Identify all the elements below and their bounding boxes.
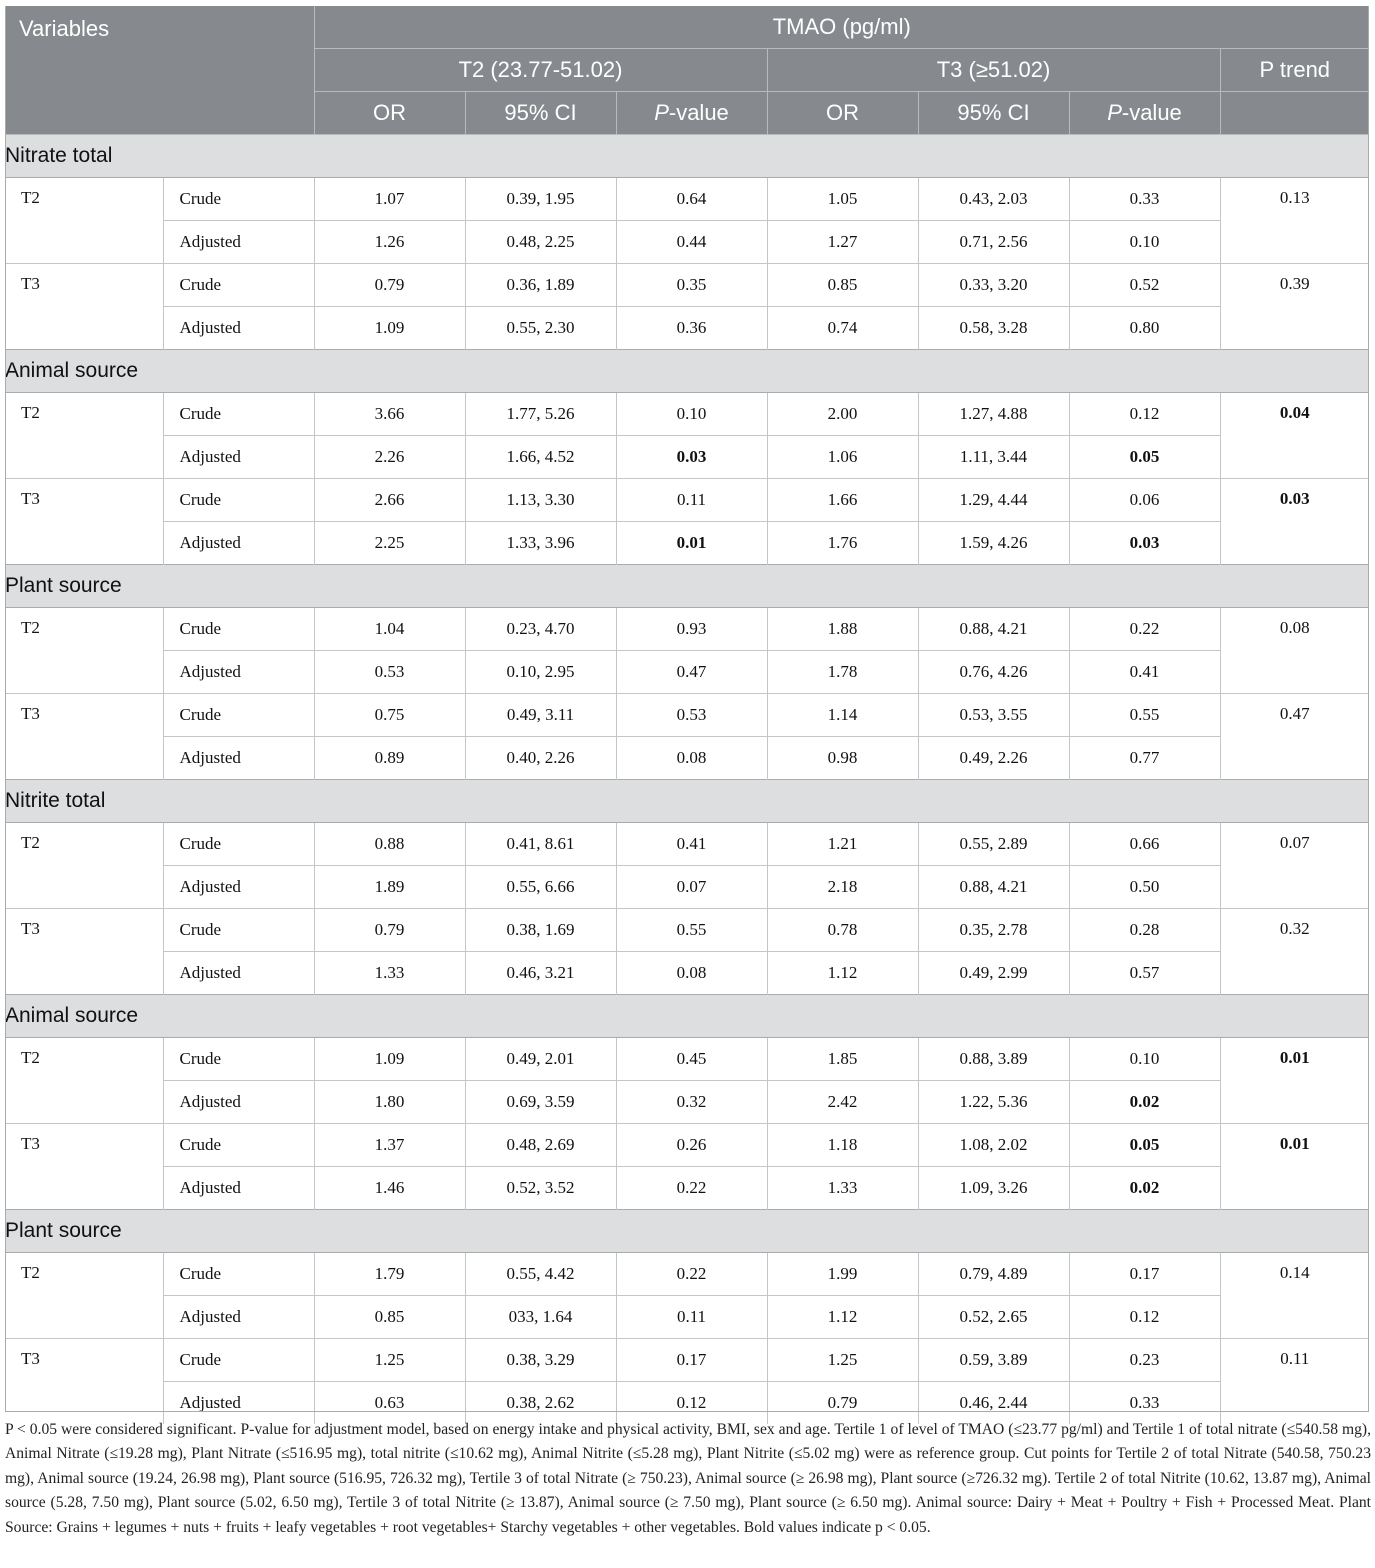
or-t2-cell: 2.26 <box>314 436 465 479</box>
table-row <box>5 264 1369 307</box>
p-trend-cell: 0.08 <box>1220 608 1369 694</box>
model-label: Adjusted <box>163 1167 314 1210</box>
ci-t3-cell: 0.88, 3.89 <box>918 1038 1069 1081</box>
or-t2-cell: 1.46 <box>314 1167 465 1210</box>
pvalue-t2-cell: 0.55 <box>616 909 767 952</box>
ci-t2-cell: 0.38, 2.62 <box>465 1382 616 1425</box>
header-t2: T2 (23.77-51.02) <box>314 49 767 92</box>
model-label: Adjusted <box>163 952 314 995</box>
table-header <box>5 6 1369 135</box>
ci-t3-cell: 0.53, 3.55 <box>918 694 1069 737</box>
tertile-label: T3 <box>5 909 163 995</box>
table-row <box>5 866 1369 909</box>
pvalue-t3-cell: 0.28 <box>1069 909 1220 952</box>
section-row <box>5 1210 1369 1253</box>
or-t3-cell: 0.74 <box>767 307 918 350</box>
pvalue-t2-cell: 0.01 <box>616 522 767 565</box>
header-empty <box>1220 92 1369 135</box>
tertile-label: T3 <box>5 264 163 350</box>
p-trend-cell: 0.04 <box>1220 393 1369 479</box>
pvalue-t3-cell: 0.10 <box>1069 221 1220 264</box>
header-pvalue-t3 <box>1069 92 1220 135</box>
model-label: Adjusted <box>163 866 314 909</box>
table-row <box>5 1253 1369 1296</box>
pvalue-t3-cell: 0.41 <box>1069 651 1220 694</box>
table-row <box>5 221 1369 264</box>
pvalue-t2-cell: 0.26 <box>616 1124 767 1167</box>
model-label: Crude <box>163 1038 314 1081</box>
or-t2-cell: 0.89 <box>314 737 465 780</box>
pvalue-t2-cell: 0.93 <box>616 608 767 651</box>
pvalue-t3-cell: 0.02 <box>1069 1167 1220 1210</box>
tertile-label: T3 <box>5 1124 163 1210</box>
pvalue-t3-cell: 0.55 <box>1069 694 1220 737</box>
model-label: Crude <box>163 393 314 436</box>
table-row <box>5 608 1369 651</box>
or-t2-cell: 0.88 <box>314 823 465 866</box>
header-p-suffix: -value <box>668 100 729 125</box>
ci-t3-cell: 0.35, 2.78 <box>918 909 1069 952</box>
ci-t3-cell: 0.59, 3.89 <box>918 1339 1069 1382</box>
or-t2-cell: 0.79 <box>314 909 465 952</box>
or-t3-cell: 1.33 <box>767 1167 918 1210</box>
or-t2-cell: 1.26 <box>314 221 465 264</box>
p-trend-cell: 0.03 <box>1220 479 1369 565</box>
pvalue-t3-cell: 0.66 <box>1069 823 1220 866</box>
tertile-label: T2 <box>5 608 163 694</box>
p-trend-cell: 0.14 <box>1220 1253 1369 1339</box>
or-t3-cell: 2.00 <box>767 393 918 436</box>
tertile-label: T2 <box>5 1253 163 1339</box>
or-t3-cell: 1.18 <box>767 1124 918 1167</box>
ci-t2-cell: 0.55, 4.42 <box>465 1253 616 1296</box>
model-label: Adjusted <box>163 1296 314 1339</box>
or-t3-cell: 1.14 <box>767 694 918 737</box>
header-ci-t2: 95% CI <box>465 92 616 135</box>
pvalue-t3-cell: 0.57 <box>1069 952 1220 995</box>
model-label: Crude <box>163 608 314 651</box>
ci-t2-cell: 0.52, 3.52 <box>465 1167 616 1210</box>
or-t2-cell: 1.25 <box>314 1339 465 1382</box>
model-label: Crude <box>163 694 314 737</box>
ci-t3-cell: 0.71, 2.56 <box>918 221 1069 264</box>
table-body <box>5 135 1369 1425</box>
ci-t3-cell: 0.88, 4.21 <box>918 866 1069 909</box>
ci-t2-cell: 0.10, 2.95 <box>465 651 616 694</box>
ci-t3-cell: 0.52, 2.65 <box>918 1296 1069 1339</box>
table-row <box>5 909 1369 952</box>
table-row <box>5 952 1369 995</box>
model-label: Crude <box>163 264 314 307</box>
or-t3-cell: 1.21 <box>767 823 918 866</box>
pvalue-t2-cell: 0.35 <box>616 264 767 307</box>
tertile-label: T3 <box>5 1339 163 1425</box>
or-t2-cell: 1.04 <box>314 608 465 651</box>
ci-t3-cell: 0.43, 2.03 <box>918 178 1069 221</box>
model-label: Adjusted <box>163 522 314 565</box>
model-label: Adjusted <box>163 1081 314 1124</box>
header-pvalue-t2 <box>616 92 767 135</box>
pvalue-t3-cell: 0.50 <box>1069 866 1220 909</box>
pvalue-t2-cell: 0.41 <box>616 823 767 866</box>
pvalue-t2-cell: 0.22 <box>616 1253 767 1296</box>
p-trend-cell: 0.11 <box>1220 1339 1369 1425</box>
or-t3-cell: 2.42 <box>767 1081 918 1124</box>
model-label: Adjusted <box>163 651 314 694</box>
section-row <box>5 995 1369 1038</box>
ci-t3-cell: 1.11, 3.44 <box>918 436 1069 479</box>
pvalue-t3-cell: 0.05 <box>1069 1124 1220 1167</box>
pvalue-t3-cell: 0.80 <box>1069 307 1220 350</box>
ci-t3-cell: 0.49, 2.99 <box>918 952 1069 995</box>
table-row <box>5 393 1369 436</box>
header-tmao: TMAO (pg/ml) <box>314 6 1369 49</box>
pvalue-t2-cell: 0.17 <box>616 1339 767 1382</box>
or-t2-cell: 1.89 <box>314 866 465 909</box>
or-t2-cell: 0.53 <box>314 651 465 694</box>
pvalue-t2-cell: 0.07 <box>616 866 767 909</box>
ci-t2-cell: 0.49, 2.01 <box>465 1038 616 1081</box>
model-label: Crude <box>163 1124 314 1167</box>
tertile-label: T2 <box>5 178 163 264</box>
p-trend-cell: 0.01 <box>1220 1038 1369 1124</box>
p-trend-cell: 0.07 <box>1220 823 1369 909</box>
ci-t3-cell: 0.76, 4.26 <box>918 651 1069 694</box>
pvalue-t3-cell: 0.05 <box>1069 436 1220 479</box>
section-title: Animal source <box>5 350 1369 393</box>
ci-t3-cell: 0.58, 3.28 <box>918 307 1069 350</box>
model-label: Adjusted <box>163 737 314 780</box>
table-row <box>5 1339 1369 1382</box>
ci-t3-cell: 0.88, 4.21 <box>918 608 1069 651</box>
pvalue-t2-cell: 0.11 <box>616 1296 767 1339</box>
header-p-trend: P trend <box>1220 49 1369 92</box>
section-title: Nitrate total <box>5 135 1369 178</box>
or-t2-cell: 0.79 <box>314 264 465 307</box>
model-label: Crude <box>163 178 314 221</box>
header-ci-t3: 95% CI <box>918 92 1069 135</box>
table-row <box>5 1296 1369 1339</box>
pvalue-t2-cell: 0.32 <box>616 1081 767 1124</box>
pvalue-t2-cell: 0.53 <box>616 694 767 737</box>
pvalue-t3-cell: 0.12 <box>1069 1296 1220 1339</box>
table-row <box>5 307 1369 350</box>
tertile-label: T2 <box>5 1038 163 1124</box>
pvalue-t3-cell: 0.33 <box>1069 1382 1220 1425</box>
pvalue-t2-cell: 0.44 <box>616 221 767 264</box>
or-t3-cell: 1.66 <box>767 479 918 522</box>
pvalue-t3-cell: 0.77 <box>1069 737 1220 780</box>
pvalue-t2-cell: 0.45 <box>616 1038 767 1081</box>
results-table <box>5 6 1369 1424</box>
or-t2-cell: 2.66 <box>314 479 465 522</box>
ci-t3-cell: 0.33, 3.20 <box>918 264 1069 307</box>
ci-t3-cell: 1.22, 5.36 <box>918 1081 1069 1124</box>
ci-t3-cell: 1.27, 4.88 <box>918 393 1069 436</box>
pvalue-t2-cell: 0.10 <box>616 393 767 436</box>
ci-t3-cell: 1.09, 3.26 <box>918 1167 1069 1210</box>
or-t2-cell: 1.33 <box>314 952 465 995</box>
or-t3-cell: 1.78 <box>767 651 918 694</box>
model-label: Adjusted <box>163 307 314 350</box>
ci-t2-cell: 0.55, 2.30 <box>465 307 616 350</box>
section-title: Plant source <box>5 565 1369 608</box>
or-t2-cell: 0.63 <box>314 1382 465 1425</box>
ci-t2-cell: 0.55, 6.66 <box>465 866 616 909</box>
pvalue-t2-cell: 0.47 <box>616 651 767 694</box>
header-variables: Variables <box>5 6 314 135</box>
ci-t2-cell: 0.46, 3.21 <box>465 952 616 995</box>
ci-t2-cell: 0.38, 3.29 <box>465 1339 616 1382</box>
tertile-label: T3 <box>5 479 163 565</box>
or-t2-cell: 1.79 <box>314 1253 465 1296</box>
table-row <box>5 178 1369 221</box>
ci-t2-cell: 1.13, 3.30 <box>465 479 616 522</box>
p-trend-cell: 0.01 <box>1220 1124 1369 1210</box>
ci-t2-cell: 0.48, 2.69 <box>465 1124 616 1167</box>
or-t2-cell: 1.80 <box>314 1081 465 1124</box>
pvalue-t3-cell: 0.17 <box>1069 1253 1220 1296</box>
section-title: Animal source <box>5 995 1369 1038</box>
ci-t2-cell: 0.36, 1.89 <box>465 264 616 307</box>
header-p-letter: P <box>1107 100 1122 125</box>
p-trend-cell: 0.39 <box>1220 264 1369 350</box>
table-row <box>5 1124 1369 1167</box>
pvalue-t3-cell: 0.12 <box>1069 393 1220 436</box>
or-t3-cell: 1.06 <box>767 436 918 479</box>
model-label: Crude <box>163 823 314 866</box>
or-t3-cell: 1.76 <box>767 522 918 565</box>
or-t3-cell: 1.12 <box>767 1296 918 1339</box>
ci-t2-cell: 0.23, 4.70 <box>465 608 616 651</box>
or-t3-cell: 1.12 <box>767 952 918 995</box>
tertile-label: T2 <box>5 823 163 909</box>
pvalue-t3-cell: 0.02 <box>1069 1081 1220 1124</box>
table-row <box>5 479 1369 522</box>
pvalue-t3-cell: 0.06 <box>1069 479 1220 522</box>
model-label: Crude <box>163 479 314 522</box>
ci-t2-cell: 0.49, 3.11 <box>465 694 616 737</box>
ci-t3-cell: 1.29, 4.44 <box>918 479 1069 522</box>
ci-t3-cell: 0.55, 2.89 <box>918 823 1069 866</box>
or-t2-cell: 0.75 <box>314 694 465 737</box>
or-t2-cell: 1.37 <box>314 1124 465 1167</box>
ci-t2-cell: 0.48, 2.25 <box>465 221 616 264</box>
model-label: Adjusted <box>163 436 314 479</box>
section-row <box>5 780 1369 823</box>
or-t3-cell: 1.99 <box>767 1253 918 1296</box>
or-t2-cell: 1.07 <box>314 178 465 221</box>
ci-t2-cell: 0.41, 8.61 <box>465 823 616 866</box>
model-label: Crude <box>163 1339 314 1382</box>
pvalue-t2-cell: 0.12 <box>616 1382 767 1425</box>
or-t3-cell: 2.18 <box>767 866 918 909</box>
section-row <box>5 565 1369 608</box>
section-row <box>5 350 1369 393</box>
model-label: Adjusted <box>163 1382 314 1425</box>
pvalue-t3-cell: 0.22 <box>1069 608 1220 651</box>
model-label: Adjusted <box>163 221 314 264</box>
table-row <box>5 1038 1369 1081</box>
ci-t2-cell: 1.33, 3.96 <box>465 522 616 565</box>
ci-t3-cell: 1.08, 2.02 <box>918 1124 1069 1167</box>
ci-t2-cell: 1.77, 5.26 <box>465 393 616 436</box>
or-t2-cell: 3.66 <box>314 393 465 436</box>
or-t3-cell: 1.85 <box>767 1038 918 1081</box>
table-row <box>5 1167 1369 1210</box>
section-title: Nitrite total <box>5 780 1369 823</box>
or-t2-cell: 2.25 <box>314 522 465 565</box>
p-trend-cell: 0.32 <box>1220 909 1369 995</box>
pvalue-t2-cell: 0.08 <box>616 952 767 995</box>
or-t3-cell: 0.79 <box>767 1382 918 1425</box>
pvalue-t3-cell: 0.10 <box>1069 1038 1220 1081</box>
ci-t2-cell: 0.69, 3.59 <box>465 1081 616 1124</box>
table-row <box>5 522 1369 565</box>
or-t3-cell: 0.85 <box>767 264 918 307</box>
header-or-t3: OR <box>767 92 918 135</box>
table-row <box>5 651 1369 694</box>
pvalue-t2-cell: 0.22 <box>616 1167 767 1210</box>
or-t3-cell: 1.27 <box>767 221 918 264</box>
ci-t2-cell: 0.39, 1.95 <box>465 178 616 221</box>
table-row <box>5 694 1369 737</box>
or-t3-cell: 0.98 <box>767 737 918 780</box>
table-footnote: P < 0.05 were considered significant. P-value for adjustment model, based on energy intake and physical activity, BMI, sex and age. Tertile 1 of level of TMAO (≤23.77 pg/ml) and Tertile 1 of total nitrate (≤540.58 mg), Animal Nitrate (≤19.28 mg), Plant Nitrate (≤516.95 mg), total nitrite (≤10.62 mg), Animal Nitrite (≤5.28 mg), Plant Nitrite (≤5.02 mg) were as reference group. Cut points for Tertile 2 of total Nitrate (540.58, 750.23 mg), Animal source (19.24, 26.98 mg), Plant source (516.95, 726.32 mg), Tertile 3 of total Nitrate (≥ 750.23), Animal source (≥ 26.98 mg), Plant source (≥726.32 mg). Tertile 2 of total Nitrite (10.62, 13.87 mg), Animal source (5.28, 7.50 mg), Plant source (5.02, 6.50 mg), Tertile 3 of total Nitrite (≥ 13.87), Animal source (≥ 7.50 mg), Plant source (≥ 6.50 mg). Animal source: Dairy + Meat + Poultry + Fish + Processed Meat. Plant Source: Grains + legumes + nuts + fruits + leafy vegetables + root vegetables+ Starchy vegetables + other vegetables. Bold values indicate p < 0.05. <box>5 1421 1371 1536</box>
pvalue-t3-cell: 0.03 <box>1069 522 1220 565</box>
ci-t3-cell: 1.59, 4.26 <box>918 522 1069 565</box>
pvalue-t2-cell: 0.11 <box>616 479 767 522</box>
or-t2-cell: 1.09 <box>314 1038 465 1081</box>
or-t3-cell: 1.25 <box>767 1339 918 1382</box>
header-t3: T3 (≥51.02) <box>767 49 1220 92</box>
ci-t3-cell: 0.46, 2.44 <box>918 1382 1069 1425</box>
tertile-label: T2 <box>5 393 163 479</box>
pvalue-t3-cell: 0.33 <box>1069 178 1220 221</box>
table-row <box>5 1081 1369 1124</box>
p-trend-cell: 0.13 <box>1220 178 1369 264</box>
header-p-suffix: -value <box>1121 100 1182 125</box>
header-or-t2: OR <box>314 92 465 135</box>
header-p-letter: P <box>654 100 669 125</box>
section-row <box>5 135 1369 178</box>
pvalue-t2-cell: 0.08 <box>616 737 767 780</box>
table-row <box>5 436 1369 479</box>
table-row <box>5 823 1369 866</box>
p-trend-cell: 0.47 <box>1220 694 1369 780</box>
model-label: Crude <box>163 909 314 952</box>
or-t3-cell: 1.88 <box>767 608 918 651</box>
ci-t3-cell: 0.79, 4.89 <box>918 1253 1069 1296</box>
section-title: Plant source <box>5 1210 1369 1253</box>
pvalue-t2-cell: 0.03 <box>616 436 767 479</box>
model-label: Crude <box>163 1253 314 1296</box>
ci-t3-cell: 0.49, 2.26 <box>918 737 1069 780</box>
ci-t2-cell: 1.66, 4.52 <box>465 436 616 479</box>
or-t3-cell: 0.78 <box>767 909 918 952</box>
pvalue-t3-cell: 0.23 <box>1069 1339 1220 1382</box>
ci-t2-cell: 033, 1.64 <box>465 1296 616 1339</box>
pvalue-t3-cell: 0.52 <box>1069 264 1220 307</box>
pvalue-t2-cell: 0.64 <box>616 178 767 221</box>
tertile-label: T3 <box>5 694 163 780</box>
or-t2-cell: 1.09 <box>314 307 465 350</box>
ci-t2-cell: 0.40, 2.26 <box>465 737 616 780</box>
pvalue-t2-cell: 0.36 <box>616 307 767 350</box>
or-t2-cell: 0.85 <box>314 1296 465 1339</box>
or-t3-cell: 1.05 <box>767 178 918 221</box>
table-row <box>5 737 1369 780</box>
ci-t2-cell: 0.38, 1.69 <box>465 909 616 952</box>
